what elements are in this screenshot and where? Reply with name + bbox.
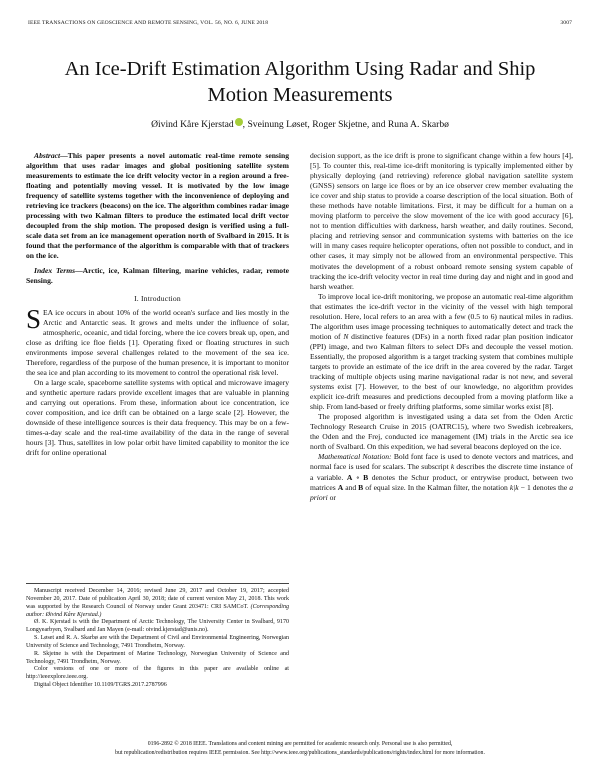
footnote-kjerstad: Ø. K. Kjerstad is with the Department of Arctic Technology, The University Center in Svalbard, 9170 Longyearbyen, Svalbard and Jan Mayen (e-mail: oivind.kjerstad@unis.no). xyxy=(26,619,289,634)
footnote-divider xyxy=(26,583,289,584)
index-terms-text: —Arctic, ice, Kalman filtering, marine vehicles, radar, remote Sensing. xyxy=(26,265,289,285)
p4-d: of equal size. In the Kalman filter, the notation xyxy=(363,482,510,492)
right-paragraph-2 xyxy=(310,292,573,413)
journal-name: IEEE TRANSACTIONS ON GEOSCIENCE AND REMOTE SENSING, VOL. 56, NO. 6, JUNE 2018 xyxy=(28,20,269,26)
orcid-icon[interactable] xyxy=(235,118,243,126)
p4-e: − 1 denotes the xyxy=(518,482,570,492)
a-priori: a priori xyxy=(310,482,574,502)
author-first: Øivind Kåre Kjerstad xyxy=(151,119,234,130)
intro-paragraph-1-text: EA ice occurs in about 10% of the world ocean's surface and lies mostly in the Arctic and Antarctic seas. It grows and melts under the influence of solar, atmospheric, oceanic, and tidal forcing, where the ice covers break up, open, and close as drifting ice floe fields [1]. Operating fixed or floating structures in such environments impose several challenges related to the movement of the sea ice. Therefore, regardless of the purpose of the human presence, it is important to monitor the sea ice and plan according to its movement to control the operational risk level. xyxy=(26,307,289,377)
p4-c: denotes the Schur product, or entrywise product, between two matrices xyxy=(310,472,573,492)
paper-title: An Ice-Drift Estimation Algorithm Using Radar and Ship Motion Measurements xyxy=(64,58,536,106)
footnote-doi: Digital Object Identifier 10.1109/TGRS.2017.2787996 xyxy=(34,682,167,689)
p4-b: describes the discrete time instance of a variable. xyxy=(310,462,573,482)
author-others: , Sveinung Løset, Roger Skjetne, and Runa A. Skarbø xyxy=(242,119,449,130)
right-paragraph-3: The proposed algorithm is investigated using a data set from the Oden Arctic Technology Research Cruise in 2015 (OATRC15), where two Swedish icebreakers, the Oden and the Frej, conducted ice management (IM) trials in the Arctic sea ice north of Svalbard. On this expedition, we had several beacons deployed on the ice. xyxy=(310,412,573,452)
copyright-line-1: 0196-2892 © 2018 IEEE. Translations and content mining are permitted for academic research only. Personal use is also permitted, xyxy=(147,741,453,747)
p4-a: Bold font face is used to denote vectors and matrices, and normal face is used for scalars. The subscript xyxy=(310,452,573,472)
math-B-2: B xyxy=(358,482,364,492)
math-circ: ∘ xyxy=(352,472,364,482)
math-k: k xyxy=(450,462,455,472)
right-column xyxy=(310,151,573,503)
index-terms xyxy=(26,266,289,286)
index-terms-lead: Index Terms xyxy=(34,265,76,275)
footnotes xyxy=(26,583,289,690)
section-heading-introduction: I. Introduction xyxy=(134,293,181,303)
running-head xyxy=(28,20,572,26)
author-list xyxy=(40,118,560,130)
abstract-lead: Abstract xyxy=(34,151,61,160)
abstract-text: —This paper presents a novel automatic real-time remote sensing algorithm that uses radar images and global positioning satellite system measurements to estimate the ice drift velocity vector in a region around a free-floating and potentially moving vessel. It is motivated by the low image frequency of satellite systems together with the inconvenience of deploying and retrieving ice trackers (beacons) on the ice. The algorithm combines radar image processing with two Kalman filters to produce the estimated local drift vector decoupled from the ship motion. The proposed design is verified using a full-scale data set from an ice management operation north of Svalbard in 2015. It is found that the performance of the algorithm is comparable with that of trackers on the ice. xyxy=(26,151,289,261)
copyright-line-2: but republication/redistribution requires IEEE permission. See http://www.ieee.org/publications_standards/publications/rights/index.html for more information. xyxy=(115,749,485,756)
intro-paragraph-1 xyxy=(26,303,289,378)
copyright-notice xyxy=(20,740,580,757)
drop-cap: S xyxy=(26,303,42,334)
intro-paragraph-2: On a large scale, spaceborne satellite systems with optical and microwave imagery and synthetic aperture radars provide excellent images that are valuable in planning and carrying out operations. From these, information about ice concentration, ice cover composition, and ice drift can be obtained on a large scale [2]. However, the downside of these intelligence sources is their data frequency. This may be on a few-times-a-day scale and the real-time availability of the data in the range of several hours [3]. Thus, satellites in low polar orbit have limited capability to monitor the ice drift for online operational xyxy=(26,377,289,458)
right-paragraph-1: decision support, as the ice drift is prone to significant change within a few hours [4], [5]. To counter this, real-time ice-drift monitoring is typically implemented either by physically deploying (and retrieving) reference global navigation satellite system (GNSS) sensors on large ice floes or by an ice observer crew member evaluating the ice cover and ship status to provide a coarse description of the local situation. Both of these methods have notable limitations. First, it may be difficult for a human on a moving platform to perceive the slow movement of the ice with good accuracy [6], not to mention difficulties with darkness, harsh weather, and daily routines. Second, placing and retrieving sensor and communication systems with batteries on the ice will in many cases require helicopter operations, often not possible to conduct, and in other cases, it may simply not be allowed from an environmental perspective. This motivates the development of a robust onboard remote sensing system capable of tracking the ice-drift velocity vector in real time during day and night and in good and harsh weather. xyxy=(310,151,573,291)
footnote-manuscript xyxy=(26,588,289,619)
footnote-loset: S. Løset and R. A. Skarbø are with the Department of Civil and Environmental Engineering, Norwegian University of Science and Technology, 7491 Trondheim, Norway. xyxy=(26,635,289,649)
right-paragraph-2-b: distinctive features (DFs) in a north fixed radar plan position indicator (PPI) image, and two Kalman filters to select DFs and decouple the vessel motion. Essentially, the proposed algorithm is a target tracking system that combines multiple targets to provide an estimate of the ice drift in the area covered by the radar. Target tracking of multiple objects using marine navigational radar is not new, and several systems exist [7]. However, to the best of our knowledge, no algorithm provides explicit ice-drift measures and predictions decoupled from a moving platform like a ship. From land-based or freely drifting platforms, some similar works exist [8]. xyxy=(310,331,573,412)
footnote-manuscript-text: Manuscript received December 14, 2016; revised June 29, 2017 and October 19, 2017; accepted November 20, 2017. Date of publication April 30, 2018; date of current version May 21, 2018. This work was supported by the Research Council of Norway under Grant 203471: CRI SAMCoT. xyxy=(26,588,289,610)
math-kk: k|k xyxy=(509,482,519,492)
footnote-corresponding: (Corresponding author: Øivind Kåre Kjerstad.) xyxy=(26,603,289,618)
math-n: N xyxy=(343,331,349,341)
right-paragraph-4 xyxy=(310,452,573,502)
math-A: A xyxy=(346,472,353,482)
math-notation-lead: Mathematical Notation: xyxy=(318,452,392,462)
abstract xyxy=(26,151,289,262)
math-B: B xyxy=(363,472,369,482)
footnote-skjetne: R. Skjetne is with the Department of Marine Technology, Norwegian University of Science and Technology, 7491 Trondheim, Norway. xyxy=(26,650,289,665)
p4-f: or xyxy=(327,492,336,502)
math-A-2: A xyxy=(337,482,344,492)
footnote-color: Color versions of one or more of the figures in this paper are available online at http://ieeexplore.ieee.org. xyxy=(26,666,289,681)
right-paragraph-2-a: To improve local ice-drift monitoring, we propose an automatic real-time algorithm that estimates the ice-drift vector in the vicinity of the vessel with high temporal resolution. Here, local refers to an area with a few (0.5 to 6) nautical miles in radius. The algorithm uses image processing techniques to automatically detect and track the motion of xyxy=(310,291,573,341)
page-number: 3007 xyxy=(560,20,572,26)
left-column xyxy=(26,151,289,458)
p4-and: and xyxy=(343,482,359,492)
